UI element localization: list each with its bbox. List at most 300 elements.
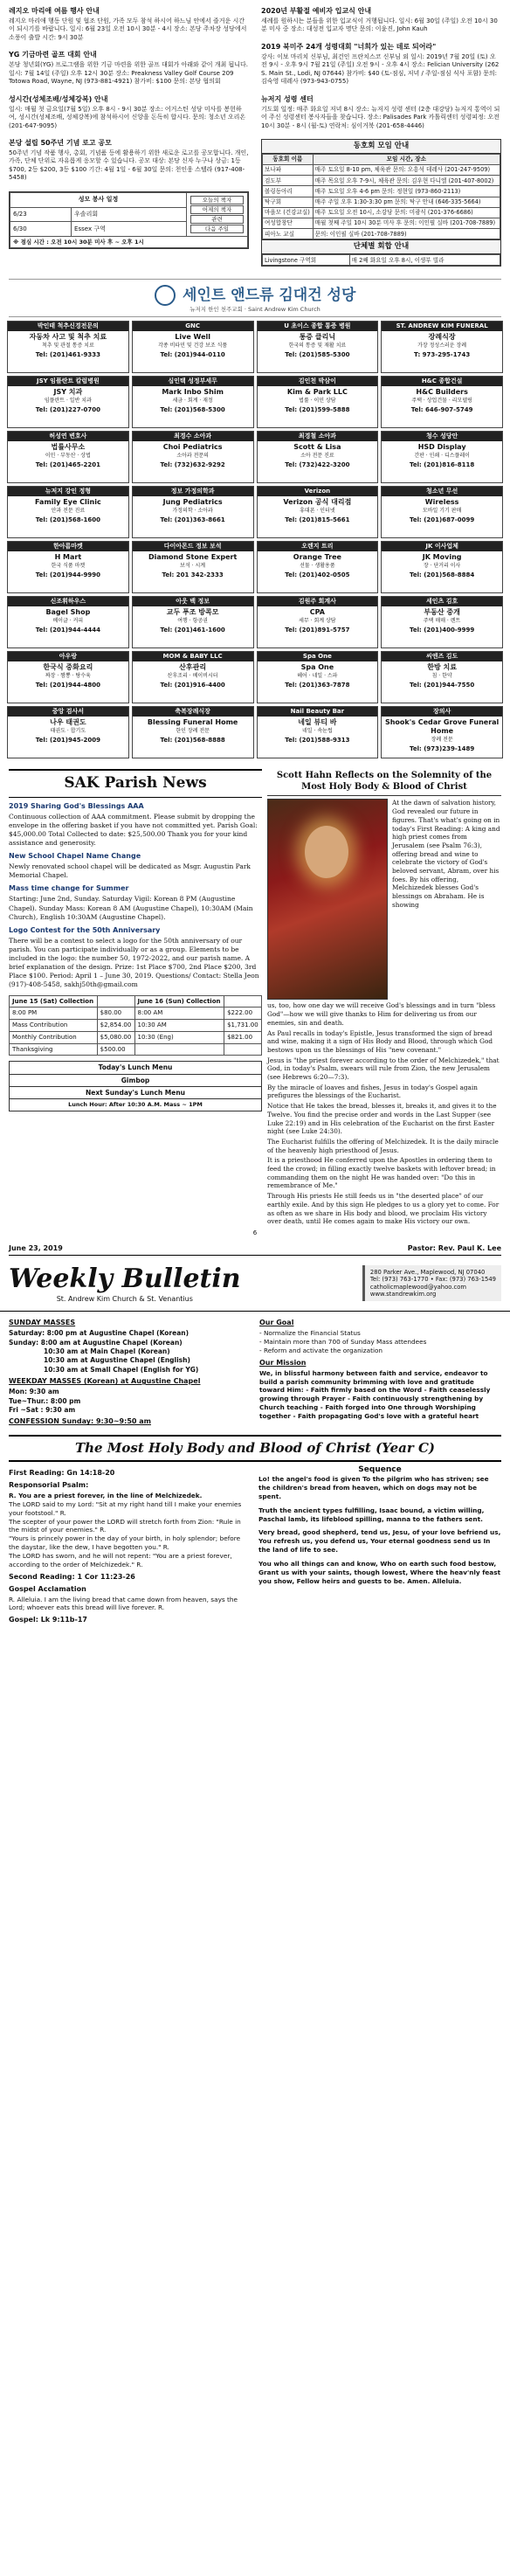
table-row: [263, 186, 500, 197]
group-meetings-table: [262, 154, 500, 240]
acclamation-heading: Gospel Acclamation: [9, 1584, 86, 1593]
ad-header: 아웃 백 정보: [133, 597, 253, 606]
ad-header: 박인태 척추신경전문의: [8, 322, 128, 331]
group-meetings-title-2: 단체별 회합 안내: [262, 239, 500, 254]
ad-header: 장의사: [382, 707, 502, 717]
cell: 보나파: [263, 164, 314, 175]
ad-card: [381, 651, 503, 703]
reflection-title: Scott Hahn Reflects on the Solemnity of the Most Holy Body & Blood of Christ: [267, 769, 501, 796]
psalm-verse: The scepter of your power the LORD will stretch forth from Zion: "Rule in the midst of your enemies." R.: [9, 1517, 241, 1534]
table-row: [263, 207, 500, 218]
group-meetings-title: 동호회 모임 안내: [262, 140, 500, 154]
ad-card: [381, 706, 503, 758]
ad-description: 가정의학 · 소아과: [172, 508, 213, 515]
reflection-top: [267, 799, 501, 1000]
ad-description: 간판 · 인쇄 · 디스플레이: [414, 453, 470, 460]
mass-times-column: [9, 1312, 251, 1428]
ad-header: MOM & BABY LLC: [133, 652, 253, 661]
table-header: 모임 시간, 장소: [313, 154, 500, 164]
cell: 매주 주일 오후 1:30-3:30 pm 문의: 탁구 안내 (646-335-5664): [313, 197, 500, 207]
table-row: [263, 176, 500, 186]
ad-description: 가장 정성스러운 장례: [417, 343, 467, 350]
news-heading: Logo Contest for the 50th Anniversary: [9, 925, 161, 934]
ad-phone: Tel: (201)568-1600: [35, 516, 100, 523]
ad-description: 여행 · 항공권: [177, 618, 208, 625]
table-header: 동호회 이름: [263, 154, 314, 164]
weekly-bulletin-sub: St. Andrew Kim Church & St. Venantius: [56, 1295, 193, 1304]
ad-header: 정보 가정의학과: [133, 487, 253, 496]
ad-phone: Tel: (201)944-7550: [410, 681, 475, 689]
cell: Livingstone 구역회: [263, 255, 350, 266]
mass-time: Mon: 9:30 am: [9, 1388, 59, 1396]
announcement-body: 일시: 매월 첫 금요일(7월 5일) 오후 8시 - 9시 30분 장소: 어거스틴 성당 미사를 봉헌하여, 성시간(성체조배, 성체강복)에 참석하시어 신앙을 돈독히 합시다. 문의: 청소년 오리온 (201-647-9095): [9, 105, 246, 129]
ad-card: [7, 651, 129, 703]
ad-card: [132, 431, 254, 483]
cell: 마을모 (건강교실): [263, 207, 314, 218]
ad-description: 침 · 한약: [431, 673, 452, 680]
church-logo-text: 세인트 앤드류 김대건 성당: [182, 286, 356, 304]
korean-announcements: [0, 0, 510, 274]
ad-business-name: HSD Display: [417, 443, 466, 452]
cell: 매주 토요일 오전 10시, 소강당 문의: 미광식 (201-376-6686): [313, 207, 500, 218]
ad-business-name: 장례식장: [428, 333, 456, 342]
ad-header: JK 이사업체: [382, 542, 502, 551]
ad-business-name: Scott & Lisa: [293, 443, 341, 452]
psalm-verse: The LORD has sworn, and he will not repent: "You are a priest forever, according to the order of Melchizedek." R.: [9, 1551, 232, 1568]
ad-header: 신조휘하우스: [8, 597, 128, 606]
ad-card: [132, 376, 254, 428]
ad-card: [257, 431, 379, 483]
cell: 10:30 (Eng): [134, 1031, 224, 1043]
mass-time: Sunday: 8:00 am at Augustine Chapel (Korean): [9, 1338, 183, 1347]
ad-business-name: 한국식 중화요리: [43, 663, 93, 672]
announcement-body: 세례를 원하시는 분들을 위한 입교식이 거행됩니다. 일시: 6월 30일 (주일) 오전 10시 30분 미사 중 장소: 대성전 입교자 명단 문의: 이윤진, John Kauh: [261, 17, 498, 33]
ad-business-name: Blessing Funeral Home: [147, 718, 238, 727]
ad-header: 최경수 소아과: [133, 432, 253, 441]
ad-description: 각종 비타민 및 건강 보조 식품: [158, 343, 228, 350]
ad-phone: T: 973-295-1743: [414, 350, 471, 358]
ad-header: 청수 성당안: [382, 432, 502, 441]
cell: $1,731.00: [224, 1020, 262, 1032]
ad-phone: Tel: (201)944-4800: [35, 681, 100, 689]
parish-news-title: SAK Parish News: [9, 769, 262, 797]
korean-left-column: [9, 7, 249, 270]
reflection-side-text: At the dawn of salvation history, God revealed our future in figures. That's what's going on in today's First Reading: A king and high priest comes from Jerusalem (see Psalm 76:3), offering bread and wine to celebrate the victory of God's beloved servant, Abram, over his foes. By his offering, Melchizedek blesses God's blessings on Abraham. He is showing: [392, 799, 500, 909]
schedule-group: Essex 구역: [72, 222, 187, 237]
news-heading: New School Chapel Name Change: [9, 852, 141, 861]
reflection-paragraph: As Paul recalls in today's Epistle, Jesus transformed the sign of bread and wine, making it a sign of His Body and Blood, through which God bestows upon us the blessings of His "new covenant.": [267, 1028, 493, 1054]
cell: Monthly Contribution: [10, 1031, 98, 1043]
ad-phone: Tel: (201)944-9990: [35, 571, 100, 578]
ad-header: H&C 종합건설: [382, 377, 502, 386]
weekly-bulletin-header: [0, 1256, 510, 1312]
ad-header: ST. ANDREW KIM FUNERAL: [382, 322, 502, 331]
cell: 여성합창단: [263, 218, 314, 228]
ad-description: 모바일 기기 판매: [422, 508, 462, 515]
ad-business-name: Diamond Stone Expert: [148, 553, 238, 562]
ad-business-name: Shook's Cedar Grove Funeral Home: [384, 718, 500, 736]
ad-card: [7, 596, 129, 648]
ad-business-name: Verizon 공식 대리점: [283, 498, 352, 507]
schedule-title: 성모 봉사 일정: [10, 192, 187, 207]
lunch-today-item: Gimbop: [10, 1075, 261, 1087]
ad-phone: Tel: (201)944-0110: [160, 350, 225, 358]
ad-card: [257, 706, 379, 758]
cell: $80.00: [97, 1008, 134, 1020]
mission-heading: Our Mission: [259, 1358, 307, 1367]
psalm-heading: Responsorial Psalm:: [9, 1481, 89, 1489]
ad-phone: Tel: (201)227-0700: [35, 405, 100, 413]
ad-phone: Tel: (201)568-5300: [160, 405, 225, 413]
ad-phone: Tel: (201)461-9333: [35, 350, 100, 358]
announcement: [261, 95, 501, 130]
announcement-title: 레지오 마리애 여름 행사 안내: [9, 7, 100, 15]
ad-phone: Tel: (973)239-1489: [410, 744, 475, 752]
ad-phone: Tel: (201)815-5661: [285, 516, 350, 523]
ad-description: 산후조리 · 베이비시터: [167, 673, 218, 680]
readings-column: [9, 1465, 252, 1626]
psalm-refrain: R. You are a priest forever, in the line of Melchizedek.: [9, 1492, 203, 1499]
announcement-body: 본당 청년회(YG) 프로그램을 위한 기금 마련을 위한 골프 대회가 아래와 같이 개최 됩니다. 일시: 7월 14일 (주일) 오후 12시 30분 장소: Preakness Valley Golf Course 209 Totowa Road, Wayne, NJ (973-881-4921) 참가비: $100 문의: 본당 협의회: [9, 61, 248, 86]
group-meetings-box: [261, 139, 501, 267]
ad-business-name: Jung Pediatrics: [162, 498, 223, 507]
reflection-column: [267, 769, 501, 1226]
weekly-bulletin-logo: Weekly Bulletin: [9, 1263, 241, 1294]
cell: 8:00 AM: [134, 1008, 224, 1020]
schedule-tag: 오늘의 책자: [190, 196, 244, 204]
cell: 매월 첫째 주일 10시 30분 미사 후 문의: 이인필 실바 (201-708-7889): [313, 218, 500, 228]
church-logo-sub: 뉴저지 한인 천주교회 · Saint Andrew Kim Church: [190, 306, 320, 314]
mass-time: Saturday: 8:00 pm at Augustine Chapel (Korean): [9, 1329, 190, 1338]
ad-phone: Tel: (201)363-7878: [285, 681, 350, 689]
cell: [224, 1043, 262, 1056]
ad-card: [257, 376, 379, 428]
ad-description: 짜장 · 짬뽕 · 탕수육: [45, 673, 91, 680]
mass-schedule-section: [0, 1311, 510, 1428]
mass-time: 10:30 am at Augustine Chapel (English): [44, 1356, 190, 1365]
reflection-paragraph: Through His priests He still feeds us in "the deserted place" of our earthly exile. And by this sign He pledges to us a glory yet to come. For as often as we share in His body and blood, we proclaim His victory over death, until He comes again to make His victory our own.: [267, 1192, 500, 1226]
ad-card: [257, 541, 379, 593]
acclamation-body: R. Alleluia. I am the living bread that came down from heaven, says the Lord; whoever eats this bread will live forever. R.: [9, 1595, 238, 1612]
ad-header: 아우랑: [8, 652, 128, 661]
ad-phone: Tel: (201)465-2201: [35, 460, 100, 468]
ad-business-name: Spa One: [300, 663, 334, 672]
cell: $222.00: [224, 1008, 262, 1020]
cell: June 15 (Sat) Collection: [10, 995, 98, 1008]
announcement: [9, 139, 249, 183]
schedule-note: ※ 점심 시간 : 오전 10시 30분 미사 후 ~ 오후 1시: [10, 237, 248, 248]
ad-card: [132, 486, 254, 538]
ad-business-name: 나우 태권도: [50, 718, 86, 727]
announcement-title: YG 기금마련 골프 대회 안내: [9, 51, 97, 59]
ad-header: 최경철 소아과: [258, 432, 378, 441]
ad-header: 다이아몬드 정보 보석: [133, 542, 253, 551]
ad-business-name: Kim & Park LLC: [286, 388, 348, 397]
ad-description: 네일 · 속눈썹: [302, 728, 333, 735]
announcement: [9, 7, 249, 42]
ad-description: 한인 장례 전문: [176, 728, 210, 735]
ad-card: [381, 376, 503, 428]
ad-business-name: JSY 치과: [53, 388, 83, 397]
cell: Mass Contribution: [10, 1020, 98, 1032]
reflection-paragraph: It is a priesthood He conferred upon the Apostles in ordering them to feed the crowd; in filling exactly twelve baskets with leftover bread; in commanding them on the night He was handed over: "Do this in remembrance of Me.": [267, 1156, 496, 1190]
ad-card: [132, 651, 254, 703]
ad-card: [7, 706, 129, 758]
ad-business-name: 교두 푸조 방콕모: [166, 608, 219, 617]
ad-business-name: 부동산 중개: [424, 608, 460, 617]
schedule-tag: 관련: [190, 215, 244, 224]
ad-phone: Tel: (201)402-0505: [285, 571, 350, 578]
ad-card: [257, 651, 379, 703]
cell: 문의: 이인필 실바 (201-708-7889): [313, 229, 500, 239]
service-schedule: [9, 191, 249, 250]
reflection-paragraph: The Eucharist fulfills the offering of Melchizedek. It is the daily miracle of the heavenly high priesthood of Jesus.: [267, 1137, 499, 1154]
cell: $5,080.00: [97, 1031, 134, 1043]
ad-business-name: 네일 뷰티 바: [298, 718, 337, 727]
sequence-stanza: Lo! the angel's food is given To the pilgrim who has striven; see the children's bread from heaven, which on dogs may not be spent.: [258, 1475, 489, 1500]
ad-description: 소아과 전문의: [176, 453, 209, 460]
cell: [97, 995, 134, 1008]
page-number: 6: [252, 1229, 258, 1236]
ad-phone: Tel: (201)891-5757: [285, 626, 350, 634]
table-row: [263, 255, 500, 266]
ad-card: [381, 486, 503, 538]
confession-heading: CONFESSION Sunday: 9:30~9:50 am: [9, 1417, 151, 1426]
parish-news-section: [0, 762, 510, 1226]
ad-description: 장례 전문: [431, 737, 453, 744]
ad-header: 오렌지 트리: [258, 542, 378, 551]
cell: 매주 목요일 오후 7-9시, 체육관 문의: 김우현 다니엘 (201-407-8002): [313, 176, 500, 186]
contact-email[interactable]: catholicmaplewood@yahoo.com: [369, 1283, 466, 1291]
goal-item: - Normalize the Financial Status: [259, 1329, 361, 1338]
ad-description: 세금 · 회계 · 재정: [172, 398, 213, 405]
ad-phone: Tel: (201)400-9999: [410, 626, 475, 634]
news-body: Newly renovated school chapel will be dedicated as Msgr. Augustin Park Memorial Chapel.: [9, 862, 251, 880]
ad-card: [257, 321, 379, 373]
cell: [134, 1043, 224, 1056]
cell: 매 2째 화요일 오후 8시, 이생부 빌라: [349, 255, 500, 266]
schedule-tag: 다음 주일: [190, 225, 244, 233]
sequence-column: [258, 1465, 501, 1626]
table-row: [263, 218, 500, 228]
sequence-stanza: Truth the ancient types fulfilling, Isaac bound, a victim willing, Paschal lamb, its lifeblood spilling, manna to the fathers sent.: [258, 1506, 485, 1523]
ad-header: 김원주 회계사: [258, 597, 378, 606]
schedule-date: 6/30: [10, 222, 72, 237]
mass-time: Tue~Thur.: 8:00 pm: [9, 1396, 81, 1405]
ad-business-name: Orange Tree: [293, 553, 341, 562]
ad-description: 척추 및 관절 통증 치료: [41, 343, 94, 350]
ad-header: Verizon: [258, 487, 378, 496]
table-row: [10, 995, 262, 1008]
ad-header: 허성연 변호사: [8, 432, 128, 441]
ad-header: 중앙 검사서: [8, 707, 128, 717]
ad-description: 안과 전문 진료: [51, 508, 86, 515]
announcement: [9, 51, 249, 86]
ad-card: [381, 541, 503, 593]
ad-description: 베이글 · 커피: [52, 618, 84, 625]
ad-description: 선물 · 생활용품: [300, 563, 335, 570]
ad-phone: Tel: (201)568-8888: [160, 736, 225, 744]
sequence-heading: Sequence: [358, 1465, 402, 1474]
ad-header: 뉴저지 강인 정형: [8, 487, 128, 496]
ad-description: 헤어 · 네일 · 스파: [297, 673, 338, 680]
church-contact-info: [362, 1265, 501, 1302]
ad-header: 심인택 성정부세무: [133, 377, 253, 386]
ad-phone: Tel: (201)945-2009: [35, 736, 100, 744]
goal-item: - Reform and activate the organization: [259, 1346, 383, 1354]
ad-card: [381, 431, 503, 483]
ad-business-name: Wireless: [424, 498, 459, 507]
ad-card: [132, 541, 254, 593]
ad-business-name: Choi Pediatrics: [162, 443, 223, 452]
mass-time: 10:30 am at Main Chapel (Korean): [44, 1347, 170, 1355]
second-reading: Second Reading: 1 Cor 11:23-26: [9, 1572, 135, 1581]
cell: $500.00: [97, 1043, 134, 1056]
ad-header: U 초이스 종합 통증 병원: [258, 322, 378, 331]
goal-heading: Our Goal: [259, 1319, 294, 1327]
table-row: [10, 1043, 262, 1056]
reflection-paragraph: us, too, how one day we will receive God's blessings and in turn "bless God"—how we will give thanks to Him for delivering us from our enemies, sin and death.: [267, 1001, 496, 1027]
liturgy-title: The Most Holy Body and Blood of Christ (Year C): [9, 1435, 501, 1462]
ad-card: [7, 486, 129, 538]
ad-phone: Tel: (201)461-1600: [160, 626, 225, 634]
ad-card: [257, 486, 379, 538]
news-body: There will be a contest to select a logo for the 50th anniversary of our parish. You can participate individually or as a group. Elements to be included in the logo: the number 50, 1972-2022, and our parish name. A brief explanation of the design. Prize: 1st Place $700, 2nd Place $200, 3rd Place $100. Period: April 1 – June 30, 2019. Questions/ Contact: Stella Jeon (917)-408-5458, sakhj50th@gmail.com: [9, 936, 259, 989]
psalm-verse: "Yours is princely power in the day of your birth, in holy splendor; before the daystar, like the dew, I have begotten you." R.: [9, 1534, 241, 1552]
ad-header: 축복장례식장: [133, 707, 253, 717]
table-row: [263, 229, 500, 239]
parish-news-column: [9, 769, 262, 1226]
advertisement-grid: [0, 317, 510, 762]
first-reading: First Reading: Gn 14:18-20: [9, 1469, 115, 1477]
announcement-title: 본당 설립 50주년 기념 로고 공모: [9, 138, 112, 147]
ad-description: 주택 매매 · 렌트: [423, 618, 461, 625]
ad-business-name: CPA: [309, 608, 325, 617]
ad-card: [381, 321, 503, 373]
ad-business-name: Family Eye Clinic: [35, 498, 101, 507]
ad-card: [132, 706, 254, 758]
contact-line: 280 Parker Ave., Maplewood, NJ 07040: [369, 1268, 486, 1276]
ad-description: 법률 · 이민 상담: [299, 398, 336, 405]
cell: 검도부: [263, 176, 314, 186]
ad-phone: Tel: 646-907-5749: [410, 405, 473, 413]
ad-header: 청소년 무선: [382, 487, 502, 496]
ad-description: 태권도 · 합기도: [50, 728, 86, 735]
ad-phone: Tel: (201)363-8661: [160, 516, 225, 523]
news-heading: 2019 Sharing God's Blessings AAA: [9, 801, 144, 810]
ad-card: [132, 596, 254, 648]
cell: 8:00 PM: [10, 1008, 98, 1020]
announcement-title: 성시간(성체조배/성체강복) 안내: [9, 94, 108, 103]
ad-business-name: 법률사무소: [51, 443, 86, 452]
ad-business-name: 자동차 사고 및 척추 치료: [29, 333, 107, 342]
ad-phone: Tel: (732)422-3200: [285, 460, 350, 468]
goal-mission-column: [259, 1312, 501, 1428]
ad-description: 세무 · 회계 상담: [299, 618, 336, 625]
ad-header: GNC: [133, 322, 253, 331]
liturgy-section: [0, 1462, 510, 1630]
ad-header: JSY 임플란트 칼럼병원: [8, 377, 128, 386]
contact-website[interactable]: www.standrewkim.org: [369, 1290, 437, 1298]
schedule-group: 우솔리회: [72, 207, 187, 222]
ad-description: 장 · 단거리 이사: [423, 563, 461, 570]
ad-business-name: JK Moving: [422, 553, 462, 562]
announcement-title: 2019 북미주 24개 성령대회 "너희가 있는 데로 되어라": [261, 42, 437, 51]
ad-card: [381, 596, 503, 648]
sequence-stanza: Very bread, good shepherd, tend us, Jesu, of your love befriend us, You refresh us, you defend us, Your eternal goodness send us In the land of life to see.: [258, 1528, 501, 1555]
cell: June 16 (Sun) Collection: [134, 995, 224, 1008]
reflection-paragraph: By the miracle of loaves and fishes, Jesus in today's Gospel again prefigures the blessings of the Eucharist.: [267, 1083, 478, 1100]
table-row: [10, 1031, 262, 1043]
announcement-body: 50주년 기념 작품 행사, 총회, 기념품 등에 활용하기 위한 새로운 로고를 공모합니다. 개인, 가족, 단체 단위로 자유롭게 응모할 수 있습니다. 공모 대상: 본당 신자 누구나 상금: 1등 $700, 2등 $200, 3등 $100 기간: 4월 1일 - 6월 30일 문의: 천인웅 스텔라 (917-408-5458): [9, 149, 249, 182]
announcement-body: 강사: 이보 마리치 신부님, 최건인 프란치스코 신부님 외 일시: 2019년 7월 20일 (토) 오전 9시 - 오후 9시 7월 21일 (주일) 오전 9시 - 오후 4시 장소: Felician University (262 S. Main St., Lodi, NJ 07644) 참가비: $40 (토-점심, 저녁 / 주일-점심 식사 포함) 문의: 김숙영 데레사 (973-943-0755): [261, 52, 500, 86]
sunday-masses-heading: SUNDAY MASSES: [9, 1319, 76, 1327]
announcement-title: 2020년 부활절 예비자 입교식 안내: [261, 7, 372, 15]
ad-business-name: Bagel Shop: [45, 608, 91, 617]
ad-description: 임플란트 · 일반 치과: [44, 398, 92, 405]
ad-card: [7, 376, 129, 428]
ad-description: 주택 · 상업건물 · 리모델링: [411, 398, 472, 405]
ad-card: [7, 431, 129, 483]
ad-phone: Tel: (201)588-9313: [285, 736, 350, 744]
ad-header: Nail Beauty Bar: [258, 707, 378, 717]
psalm-verse: The LORD said to my Lord: "Sit at my right hand till I make your enemies your footstool." R.: [9, 1499, 242, 1517]
ad-description: 한국의 통증 및 재활 치료: [288, 343, 347, 350]
ad-description: 한국 식품 마켓: [51, 563, 86, 570]
schedule-date: 6/23: [10, 207, 72, 222]
mission-body: We, in blissful harmony between faith and service, endeavor to build a parish community brimming with love and gratitude toward Him: - Faith firmly based on the Word - Faith ceaselessly growing through Prayer - Faith continuously strengthening by Church teaching - Faith forged into One through Worshiping together - Faith propagating God's love with a grateful heart: [259, 1368, 491, 1420]
ad-header: 씨엔즈 김도: [382, 652, 502, 661]
cell: $2,854.00: [97, 1020, 134, 1032]
announcement: [261, 7, 501, 34]
contact-line: Tel: (973) 763-1770 • Fax: (973) 763-1549: [369, 1276, 496, 1284]
ad-phone: Tel: (201)816-8118: [410, 460, 475, 468]
collection-table: [9, 995, 262, 1056]
announcement-title: 뉴저지 성령 센터: [261, 94, 314, 103]
ad-card: [7, 541, 129, 593]
reflection-paragraph: Jesus is "the priest forever according to the order of Melchizedek," that God, in today's Psalm, swears will rule from Zion, the new Jerusalem (see Hebrews 6:20—7:3).: [267, 1056, 500, 1082]
cell: Thanksgiving: [10, 1043, 98, 1056]
cell: 매주 토요일 오후 4-6 pm 문의: 정현일 (973-860-2113): [313, 186, 500, 197]
lunch-today-label: Today's Lunch Menu: [10, 1062, 261, 1074]
cell: 볼링동아리: [263, 186, 314, 197]
weekday-masses-heading: WEEKDAY MASSES (Korean) at Augustine Chapel: [9, 1377, 201, 1386]
gospel-reference: Gospel: Lk 9:11b-17: [9, 1616, 87, 1624]
ad-phone: Tel: (201)599-5888: [285, 405, 350, 413]
ad-business-name: Mark Inbo Shim: [162, 388, 224, 397]
ad-description: 휴대폰 · 인터넷: [300, 508, 335, 515]
pastor-name: Pastor: Rev. Paul K. Lee: [407, 1243, 501, 1252]
table-row: [263, 164, 500, 175]
ad-business-name: 산후관리: [179, 663, 207, 672]
lunch-hour: Lunch Hour: After 10:30 A.M. Mass ~ 1PM: [68, 1101, 203, 1109]
ad-card: [257, 596, 379, 648]
announcement: [261, 43, 501, 87]
ad-description: 보석 · 시계: [180, 563, 206, 570]
church-logo-icon: [155, 285, 176, 306]
news-body: Continuous collection of AAA commitment. Please submit by dropping the envelope in the offering basket if you have not committed yet. Parish Goal: $45,000.00 Total Collected to date: $25,500.00 Thank you for your kind assistance and generosity.: [9, 812, 258, 848]
ad-header: 김인천 박삼이: [258, 377, 378, 386]
mass-time: Fri ~Sat : 9:30 am: [9, 1405, 76, 1414]
schedule-tag: 어제의 책자: [190, 205, 244, 214]
reflection-body: [267, 1001, 501, 1226]
news-body: Starting: June 2nd, Sunday. Saturday Vigil: Korean 8 PM (Augustine Chapel). Sunday Mass: Korean 8 AM (Augustine Chapel), 10:30AM (Main Church), English 10:30AM (Augustine Chapel).: [9, 895, 253, 921]
ad-phone: Tel: (201)687-0099: [410, 516, 475, 523]
announcement: [9, 95, 249, 130]
lunch-next-label: Next Sunday's Lunch Menu: [10, 1087, 261, 1099]
table-row: [10, 1020, 262, 1032]
ad-description: 이민 · 부동산 · 상법: [45, 453, 91, 460]
